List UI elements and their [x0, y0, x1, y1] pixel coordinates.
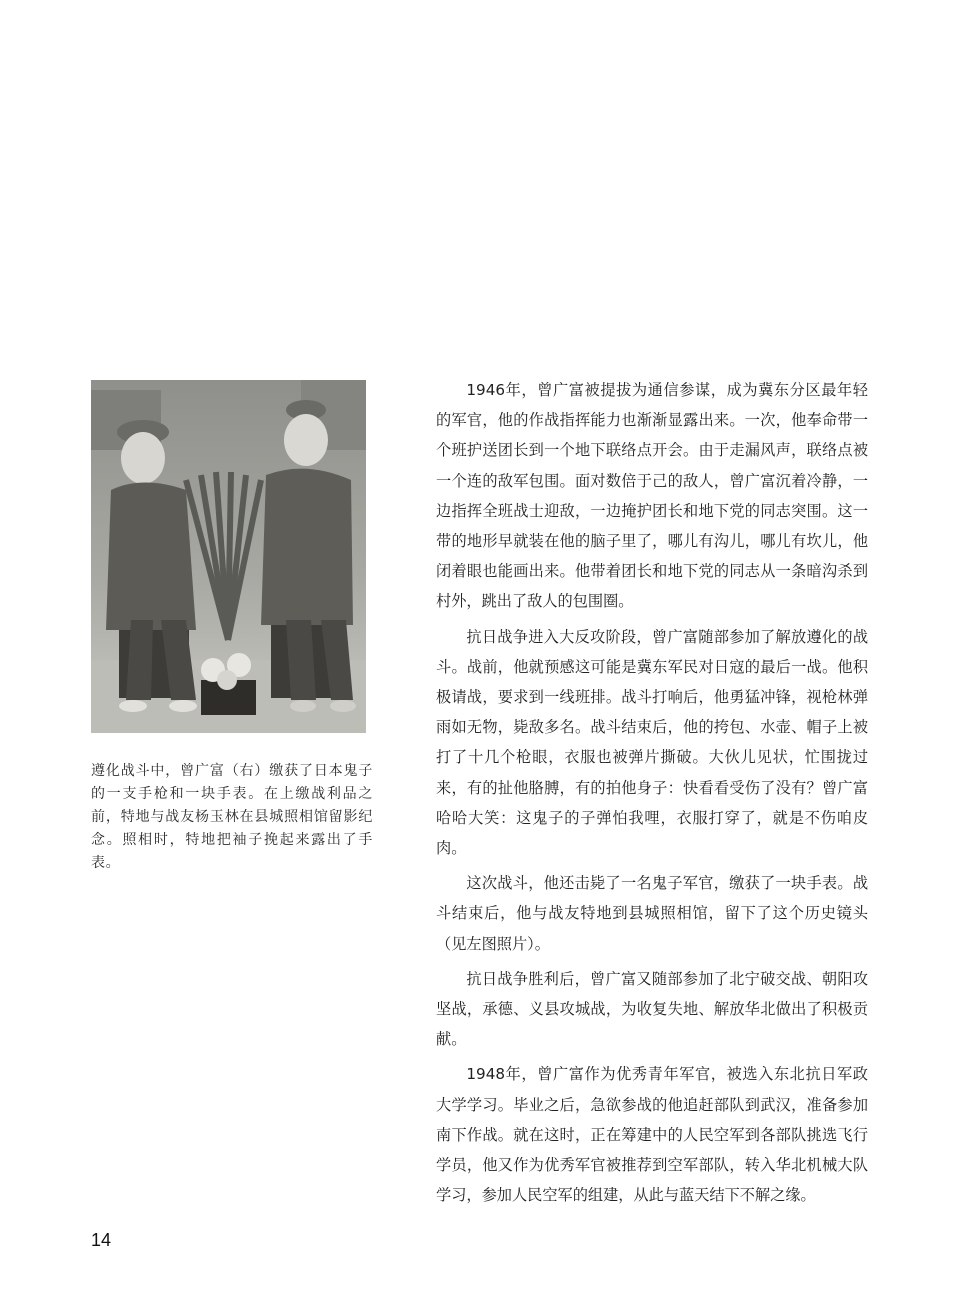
historical-photo-two-soldiers-icon	[91, 380, 366, 733]
photo-caption: 遵化战斗中，曾广富（右）缴获了日本鬼子的一支手枪和一块手表。在上缴战利品之前，特地与战友杨玉林在县城照相馆留影纪念。照相时，特地把袖子挽起来露出了手表。	[91, 763, 373, 871]
article-paragraph: 抗日战争进入大反攻阶段，曾广富随部参加了解放遵化的战斗。战前，他就预感这可能是冀东军民对日寇的最后一战。他积极请战，要求到一线班排。战斗打响后，他勇猛冲锋，视枪林弹雨如无物，毙敌多名。战斗结束后，他的挎包、水壶、帽子上被打了十几个枪眼，衣服也被弹片撕破。大伙儿见状，忙围拢过来，有的扯他胳膊，有的拍他身子：快看看受伤了没有？曾广富哈哈大笑：这鬼子的子弹怕我哩，衣服打穿了，就是不伤咱皮肉。	[436, 627, 868, 858]
article-paragraph: 1946年，曾广富被提拔为通信参谋，成为冀东分区最年轻的军官，他的作战指挥能力也渐渐显露出来。一次，他奉命带一个班护送团长到一个地下联络点开会。由于走漏风声，联络点被一个连的敌军包围。面对数倍于己的敌人，曾广富沉着冷静，一边指挥全班战士迎敌，一边掩护团长和地下党的同志突围。这一带的地形早就装在他的脑子里了，哪儿有沟儿，哪儿有坎儿，他闭着眼也能画出来。他带着团长和地下党的同志从一条暗沟杀到村外，跳出了敌人的包围圈。	[436, 381, 868, 611]
article-paragraph: 抗日战争胜利后，曾广富又随部参加了北宁破交战、朝阳攻坚战，承德、义县攻城战，为收复失地、解放华北做出了积极贡献。	[436, 969, 868, 1049]
article-paragraph: 1948年，曾广富作为优秀青年军官，被选入东北抗日军政大学学习。毕业之后，急欲参战的他追赶部队到武汉，准备参加南下作战。就在这时，正在筹建中的人民空军到各部队挑选飞行学员，他又作为优秀军官被推荐到空军部队，转入华北机械大队学习，参加人民空军的组建，从此与蓝天结下不解之缘。	[436, 1065, 868, 1205]
article-body	[436, 375, 868, 1215]
historical-photo	[91, 380, 366, 733]
article-paragraph: 这次战斗，他还击毙了一名鬼子军官，缴获了一块手表。战斗结束后，他与战友特地到县城照相馆，留下了这个历史镜头（见左图照片）。	[436, 874, 868, 953]
page-number: 14	[91, 1230, 112, 1250]
